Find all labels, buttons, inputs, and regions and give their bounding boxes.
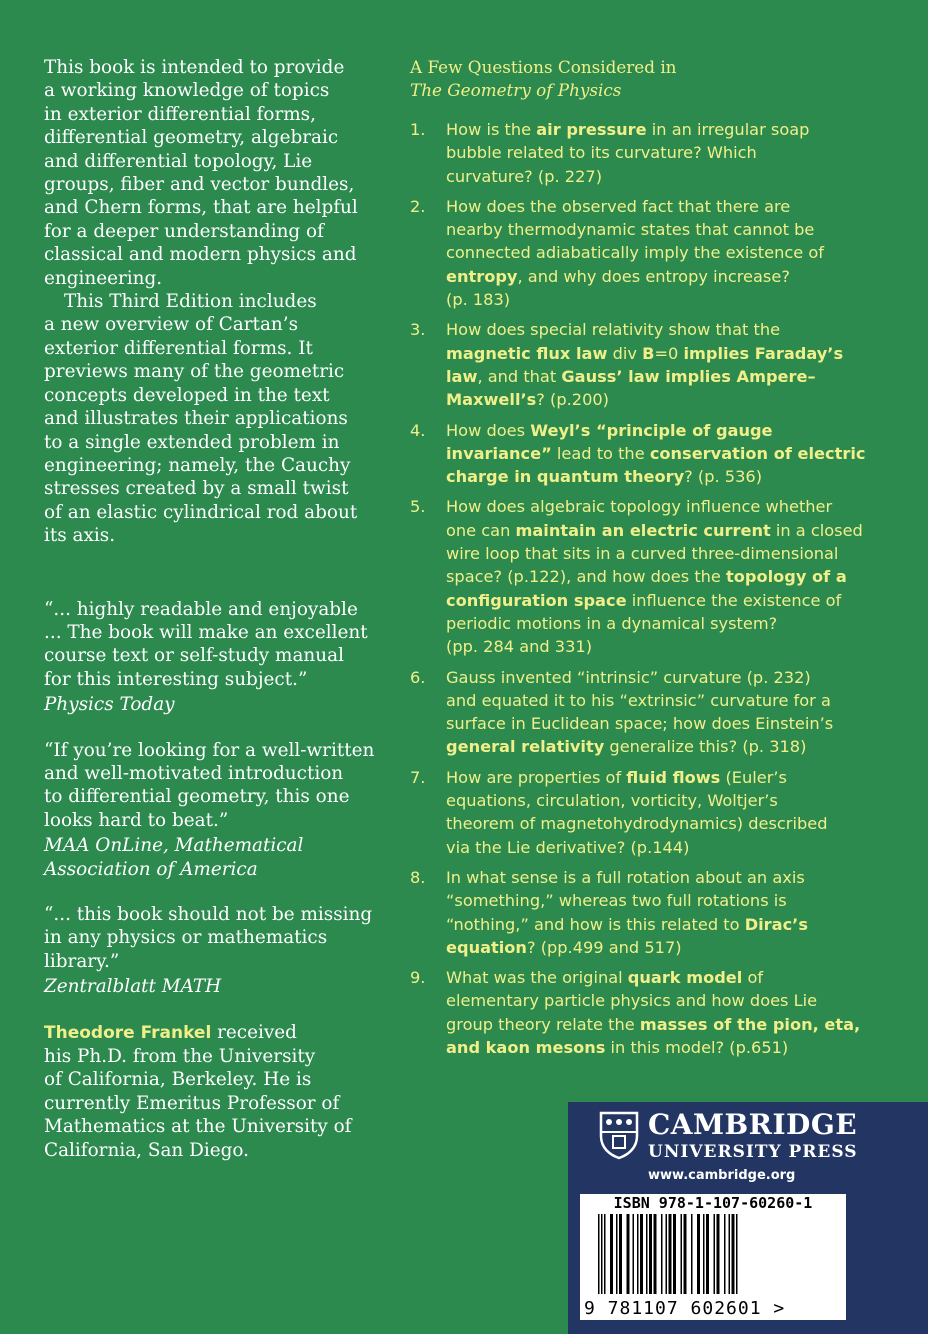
question-line <box>446 465 888 488</box>
quote-source-line: Association of America <box>44 858 258 880</box>
intro-line: for a deeper understanding of <box>44 220 324 242</box>
barcode-bar <box>661 1214 663 1294</box>
question-number: 6. <box>410 667 426 687</box>
barcode-bar <box>601 1214 603 1294</box>
questions-heading-line1: A Few Questions Considered in <box>410 57 677 77</box>
question-line <box>446 195 888 218</box>
intro-line: a working knowledge of topics <box>44 80 330 102</box>
intro-line: This book is intended to provide <box>44 57 345 78</box>
question-text: What was the original <box>446 968 628 988</box>
question-item <box>410 666 888 759</box>
question-line <box>446 318 888 341</box>
questions-list <box>410 118 888 1059</box>
edition-line: its axis. <box>44 525 116 547</box>
quote-source <box>44 975 380 998</box>
review-quote <box>44 598 380 717</box>
intro-line: differential geometry, algebraic <box>44 127 339 149</box>
question-item <box>410 966 888 1059</box>
author-bio <box>44 1021 380 1162</box>
question-text: (p. 183) <box>446 290 511 310</box>
quote-source <box>44 834 380 881</box>
edition-line: and illustrates their applications <box>44 408 348 430</box>
question-line <box>446 936 888 959</box>
quote-line: “... this book should not be missing <box>44 904 373 925</box>
question-line <box>446 265 888 288</box>
question-line <box>446 565 888 588</box>
quote-source-line: Zentralblatt MATH <box>44 976 222 998</box>
barcode-bar <box>627 1214 630 1294</box>
question-line <box>446 365 888 388</box>
question-text: “nothing,” and how is this related to <box>446 914 745 934</box>
question-line <box>446 241 888 264</box>
question-text: group theory relate the <box>446 1014 640 1034</box>
barcode-bar <box>666 1214 668 1294</box>
barcode-bar <box>640 1214 643 1294</box>
edition-line: engineering; namely, the Cauchy <box>44 454 351 476</box>
question-number: 8. <box>410 867 426 887</box>
barcode-bar <box>637 1214 639 1294</box>
quote-line: looks hard to beat.” <box>44 809 229 831</box>
question-line <box>446 812 888 835</box>
question-line <box>446 1013 888 1036</box>
question-text: in a closed <box>770 520 863 540</box>
edition-line: This Third Edition includes <box>64 291 317 313</box>
question-text: one can <box>446 520 516 540</box>
question-item <box>410 866 888 959</box>
barcode-bar <box>619 1214 622 1294</box>
question-number: 9. <box>410 968 426 988</box>
intro-line: engineering. <box>44 267 163 289</box>
question-line <box>446 689 888 712</box>
edition-line: of an elastic cylindrical rod about <box>44 501 358 523</box>
question-keyword: maintain an electric current <box>515 520 771 540</box>
question-number: 3. <box>410 320 426 340</box>
question-keyword: Dirac’s <box>744 914 808 934</box>
question-text: How are properties of <box>446 767 627 787</box>
publisher-subname: UNIVERSITY PRESS <box>648 1142 858 1162</box>
barcode-bar <box>714 1214 716 1294</box>
question-item <box>410 118 888 188</box>
question-text: In what sense is a full rotation about an axis <box>446 867 805 887</box>
question-keyword: equation <box>446 937 527 957</box>
publisher-name: CAMBRIDGE <box>648 1108 858 1141</box>
question-text: lead to the <box>551 443 650 463</box>
question-line <box>446 966 888 989</box>
question-keyword: implies Faraday’s <box>683 343 844 363</box>
question-keyword: law <box>446 366 478 386</box>
publisher-url: www.cambridge.org <box>648 1168 796 1183</box>
barcode-bar <box>697 1214 700 1294</box>
quote-text <box>44 903 380 973</box>
question-line <box>446 735 888 758</box>
question-keyword: charge in quantum theory <box>446 467 685 487</box>
question-text: How does special relativity show that the <box>446 320 781 340</box>
question-item <box>410 766 888 859</box>
edition-line: exterior differential forms. It <box>44 337 313 359</box>
question-line <box>446 288 888 311</box>
quote-source-line: MAA OnLine, Mathematical <box>44 835 304 857</box>
question-text: elementary particle physics and how does Lie <box>446 991 818 1011</box>
question-keyword: conservation of electric <box>649 443 866 463</box>
question-line <box>446 612 888 635</box>
question-keyword: air pressure <box>536 120 647 139</box>
question-text: connected adiabatically imply the existence of <box>446 243 824 263</box>
question-keyword: entropy <box>446 266 518 286</box>
question-line <box>446 635 888 658</box>
question-text: in an irregular soap <box>646 120 810 139</box>
review-quote <box>44 739 380 881</box>
question-keyword: configuration space <box>446 590 627 610</box>
quote-source-line: Physics Today <box>44 694 175 716</box>
question-text: equations, circulation, vorticity, Woltjer’s <box>446 791 778 811</box>
question-text: of <box>742 968 764 988</box>
quote-text <box>44 739 380 833</box>
edition-paragraph <box>44 290 380 547</box>
author-bio-line: California, San Diego. <box>44 1139 249 1161</box>
barcode-bar <box>646 1214 648 1294</box>
author-bio-line: currently Emeritus Professor of <box>44 1092 340 1114</box>
quote-line: course text or self-study manual <box>44 645 344 667</box>
right-column <box>410 56 888 1059</box>
question-text: Gauss invented “intrinsic” curvature (p. 232) <box>446 667 811 687</box>
question-text: in this model? (p.651) <box>605 1037 789 1057</box>
review-quotes <box>44 598 380 999</box>
barcode-bar <box>633 1214 635 1294</box>
question-line <box>446 989 888 1012</box>
question-keyword: Gauss’ law implies Ampere– <box>561 366 816 386</box>
quote-line: in any physics or mathematics <box>44 927 328 949</box>
question-text: surface in Euclidean space; how does Einstein’s <box>446 714 834 734</box>
question-line <box>446 836 888 859</box>
question-line <box>446 712 888 735</box>
question-text: theorem of magnetohydrodynamics) described <box>446 814 828 834</box>
question-text: periodic motions in a dynamical system? <box>446 613 778 633</box>
question-item <box>410 495 888 658</box>
question-text: wire loop that sits in a curved three-dimensional <box>446 544 839 564</box>
question-line <box>446 165 888 188</box>
question-line <box>446 913 888 936</box>
barcode-bar <box>691 1214 693 1294</box>
edition-line: concepts developed in the text <box>44 384 330 406</box>
intro-line: groups, fiber and vector bundles, <box>44 174 355 196</box>
question-line <box>446 789 888 812</box>
question-keyword: B <box>642 343 655 363</box>
author-bio-first-line: received <box>211 1021 297 1043</box>
question-item <box>410 195 888 311</box>
question-text: curvature? (p. 227) <box>446 166 603 186</box>
quote-line: to differential geometry, this one <box>44 786 350 808</box>
question-text: “something,” whereas two full rotations is <box>446 891 787 911</box>
question-number: 4. <box>410 420 426 440</box>
barcode-bar <box>736 1214 738 1294</box>
barcode-bar <box>610 1214 613 1294</box>
barcode-bar <box>673 1214 676 1294</box>
question-text: How does <box>446 420 531 440</box>
quote-line: for this interesting subject.” <box>44 668 308 690</box>
questions-heading <box>410 56 888 102</box>
question-line <box>446 388 888 411</box>
question-text: nearby thermodynamic states that cannot be <box>446 220 815 240</box>
question-text: influence the existence of <box>626 590 842 610</box>
barcode-bars <box>584 1214 842 1298</box>
question-text: (pp. 284 and 331) <box>446 637 593 657</box>
question-text: =0 <box>654 343 684 363</box>
barcode-number: 9 781107 602601 > <box>584 1298 786 1319</box>
question-keyword: magnetic flux law <box>446 343 608 363</box>
quote-text <box>44 598 380 692</box>
cambridge-shield-icon <box>598 1110 640 1160</box>
question-line <box>446 141 888 164</box>
isbn-label: ISBN 978-1-107-60260-1 <box>613 1194 813 1212</box>
question-text: How does the observed fact that there are <box>446 196 791 216</box>
left-column <box>44 56 380 1162</box>
question-number: 1. <box>410 120 426 139</box>
intro-line: in exterior differential forms, <box>44 103 316 125</box>
question-item <box>410 419 888 489</box>
intro-line: and differential topology, Lie <box>44 150 313 172</box>
question-keyword: general relativity <box>446 737 605 757</box>
barcode-bar <box>681 1214 683 1294</box>
edition-line: stresses created by a small twist <box>44 478 349 500</box>
barcode-bar <box>729 1214 731 1294</box>
question-number: 2. <box>410 196 426 216</box>
intro-paragraph <box>44 56 380 290</box>
edition-line: a new overview of Cartan’s <box>44 314 299 336</box>
barcode-bar <box>649 1214 652 1294</box>
review-quote <box>44 903 380 999</box>
author-bio-line: Mathematics at the University of <box>44 1116 352 1138</box>
question-line <box>446 589 888 612</box>
intro-line: and Chern forms, that are helpful <box>44 197 358 219</box>
question-keyword: Maxwell’s <box>446 390 537 410</box>
question-text: (Euler’s <box>720 767 787 787</box>
edition-line: previews many of the geometric <box>44 361 345 383</box>
author-bio-line: his Ph.D. from the University <box>44 1046 316 1068</box>
question-keyword: and kaon mesons <box>446 1037 606 1057</box>
question-text: space? (p.122), and how does the <box>446 567 727 587</box>
question-text: , and why does entropy increase? <box>517 266 790 286</box>
barcode-bar <box>717 1214 720 1294</box>
question-line <box>446 542 888 565</box>
question-text: ? (pp.499 and 517) <box>526 937 682 957</box>
barcode-bar <box>654 1214 657 1294</box>
question-text: ? (p. 536) <box>684 467 763 487</box>
question-keyword: Weyl’s “principle of gauge <box>530 420 773 440</box>
question-text: , and that <box>477 366 562 386</box>
question-line <box>446 666 888 689</box>
publisher-box <box>568 1102 928 1334</box>
barcode-bar <box>598 1214 600 1294</box>
edition-line: to a single extended problem in <box>44 431 340 453</box>
question-keyword: topology of a <box>726 567 847 587</box>
question-line <box>446 519 888 542</box>
isbn-barcode <box>580 1194 846 1320</box>
quote-line: “If you’re looking for a well-written <box>44 739 375 761</box>
author-name: Theodore Frankel <box>44 1022 212 1043</box>
question-line <box>446 419 888 442</box>
barcode-bar <box>684 1214 687 1294</box>
question-text: bubble related to its curvature? Which <box>446 143 757 163</box>
barcode-bar <box>706 1214 709 1294</box>
question-line <box>446 495 888 518</box>
barcode-bar <box>669 1214 672 1294</box>
author-bio-line: of California, Berkeley. He is <box>44 1069 312 1091</box>
question-line <box>446 218 888 241</box>
quote-source <box>44 693 380 716</box>
question-line <box>446 766 888 789</box>
question-item <box>410 318 888 411</box>
question-line <box>446 342 888 365</box>
question-text: ? (p.200) <box>536 390 609 410</box>
question-text: and equated it to his “extrinsic” curvature for a <box>446 690 831 710</box>
barcode-bar <box>724 1214 726 1294</box>
question-line <box>446 866 888 889</box>
quote-line: “... highly readable and enjoyable <box>44 598 358 620</box>
barcode-bar <box>703 1214 705 1294</box>
question-text: How does algebraic topology influence whether <box>446 497 833 517</box>
question-keyword: fluid flows <box>626 767 721 787</box>
question-text: div <box>607 343 643 363</box>
question-line <box>446 442 888 465</box>
question-line <box>446 118 888 141</box>
intro-line: classical and modern physics and <box>44 244 357 266</box>
question-line <box>446 1036 888 1059</box>
question-line <box>446 889 888 912</box>
quote-line: and well-motivated introduction <box>44 762 344 784</box>
quote-line: library.” <box>44 950 120 972</box>
questions-heading-title: The Geometry of Physics <box>410 80 622 100</box>
quote-line: ... The book will make an excellent <box>44 621 368 643</box>
question-text: How is the <box>446 120 537 139</box>
barcode-bar <box>604 1214 606 1294</box>
question-number: 7. <box>410 767 426 787</box>
question-number: 5. <box>410 497 426 517</box>
barcode-bar <box>616 1214 618 1294</box>
question-text: via the Lie derivative? (p.144) <box>446 837 690 857</box>
question-keyword: quark model <box>627 968 743 988</box>
question-keyword: invariance” <box>446 443 552 463</box>
question-text: generalize this? (p. 318) <box>604 737 807 757</box>
barcode-bar <box>732 1214 735 1294</box>
question-keyword: masses of the pion, eta, <box>639 1014 861 1034</box>
